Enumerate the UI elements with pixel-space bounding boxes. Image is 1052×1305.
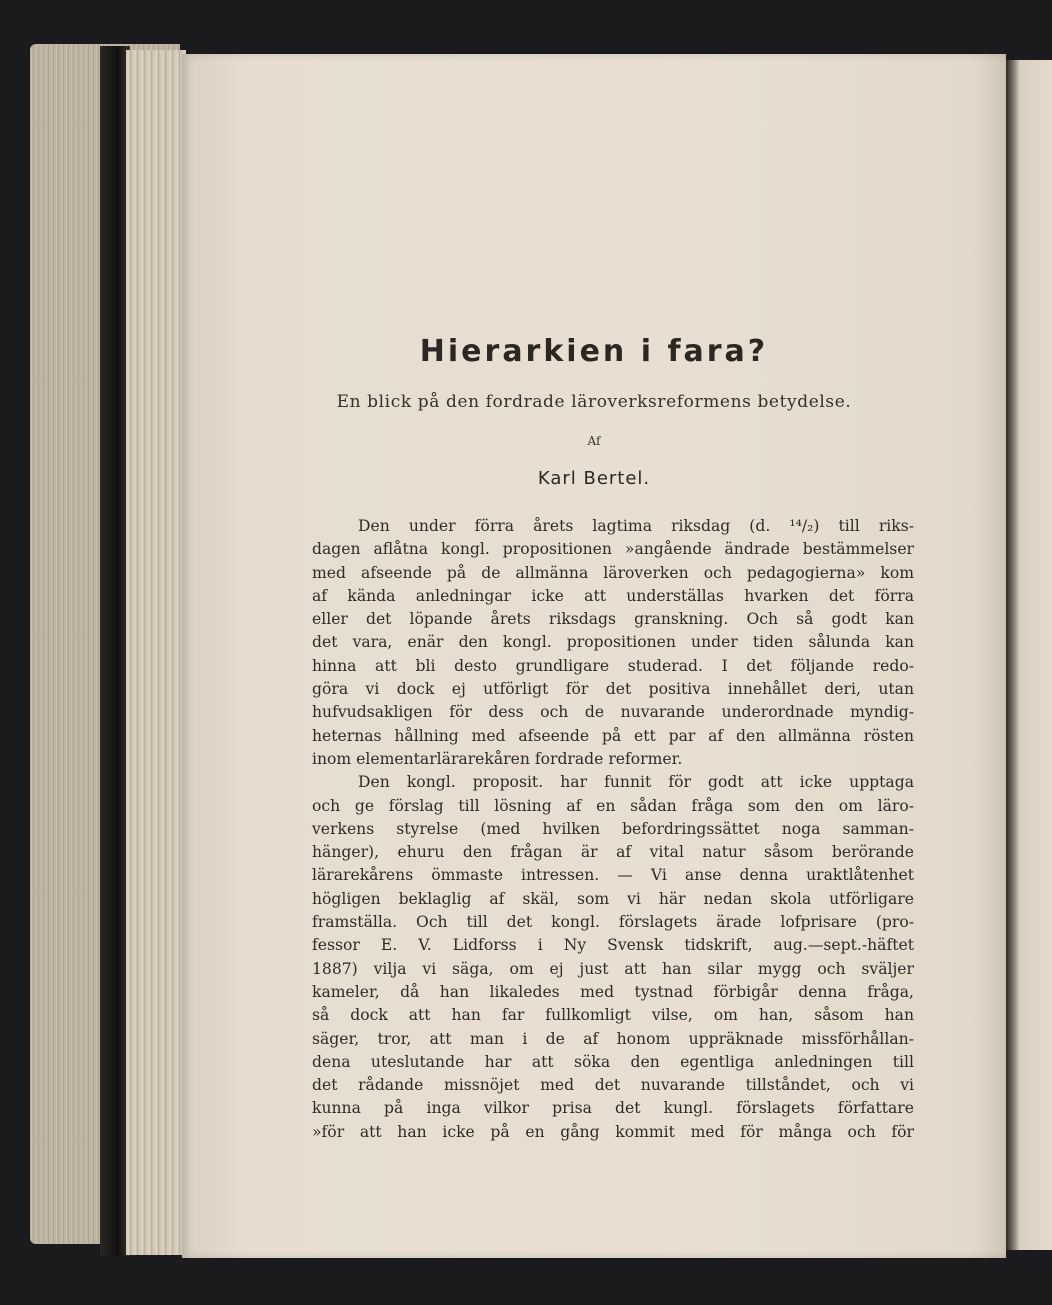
body-line: eller det löpande årets riksdags granskning. Och så godt kan bbox=[312, 610, 914, 629]
body-line: heternas hållning med afseende på ett par af den allmänna rösten bbox=[312, 726, 914, 745]
body-line: inom elementarlärarekåren fordrade reformer. bbox=[312, 749, 683, 768]
body-line: af kända anledningar icke att underställas hvarken det förra bbox=[312, 586, 914, 605]
body-line: kunna på inga vilkor prisa det kungl. förslagets författare bbox=[312, 1099, 914, 1118]
body-line: hufvudsakligen för dess och de nuvarande underordnade myndig- bbox=[312, 703, 914, 722]
article-body bbox=[312, 515, 914, 1144]
body-line: dagen aflåtna kongl. propositionen »angående ändrade bestämmelser bbox=[312, 540, 914, 559]
body-line: Den under förra årets lagtima riksdag (d. ¹⁴/₂) till riks- bbox=[358, 517, 914, 535]
body-line: verkens styrelse (med hvilken befordringssättet noga samman- bbox=[312, 819, 914, 838]
body-line: högligen beklaglig af skäl, som vi här nedan skola utförligare bbox=[312, 889, 914, 908]
body-line: och ge förslag till lösning af en sådan fråga som den om läro- bbox=[312, 796, 914, 815]
article-title: Hierarkien i fara? bbox=[419, 334, 769, 369]
body-line: lärarekårens ömmaste intressen. — Vi anse denna uraktlåtenhet bbox=[312, 866, 914, 885]
body-line: med afseende på de allmänna läroverken och pedagogierna» kom bbox=[312, 563, 914, 582]
body-line: dena uteslutande har att söka den egentliga anledningen till bbox=[312, 1052, 914, 1071]
body-line: 1887) vilja vi säga, om ej just att han silar mygg och sväljer bbox=[312, 959, 914, 978]
body-line: säger, tror, att man i de af honom uppräknade missförhållan- bbox=[312, 1029, 914, 1048]
body-line: »för att han icke på en gång kommit med för många och för bbox=[312, 1122, 914, 1141]
body-line: göra vi dock ej utförligt för det positiva innehållet deri, utan bbox=[312, 680, 914, 699]
facing-page-edge bbox=[1006, 60, 1052, 1250]
inner-page-edges bbox=[126, 50, 186, 1255]
body-line: det rådande missnöjet med det nuvarande tillståndet, och vi bbox=[312, 1076, 914, 1095]
body-line: fessor E. V. Lidforss i Ny Svensk tidskrift, aug.—sept.-häftet bbox=[312, 936, 914, 955]
body-line: hinna att bli desto grundligare studerad. I det följande redo- bbox=[312, 656, 914, 675]
byline: Af bbox=[587, 434, 601, 448]
body-line: det vara, enär den kongl. propositionen under tiden sålunda kan bbox=[312, 633, 914, 652]
body-line: framställa. Och till det kongl. förslagets ärade lofprisare (pro- bbox=[312, 913, 914, 932]
body-line: kameler, då han likaledes med tystnad förbigår denna fråga, bbox=[312, 982, 914, 1001]
body-line: Den kongl. proposit. har funnit för godt att icke upptaga bbox=[358, 773, 914, 792]
body-line: hänger), ehuru den frågan är af vital natur såsom berörande bbox=[312, 843, 914, 862]
body-line: så dock att han far fullkomligt vilse, om han, såsom han bbox=[312, 1006, 914, 1025]
article-subtitle: En blick på den fordrade läroverksreformens betydelse. bbox=[336, 392, 852, 412]
author-name: Karl Bertel. bbox=[537, 468, 651, 489]
